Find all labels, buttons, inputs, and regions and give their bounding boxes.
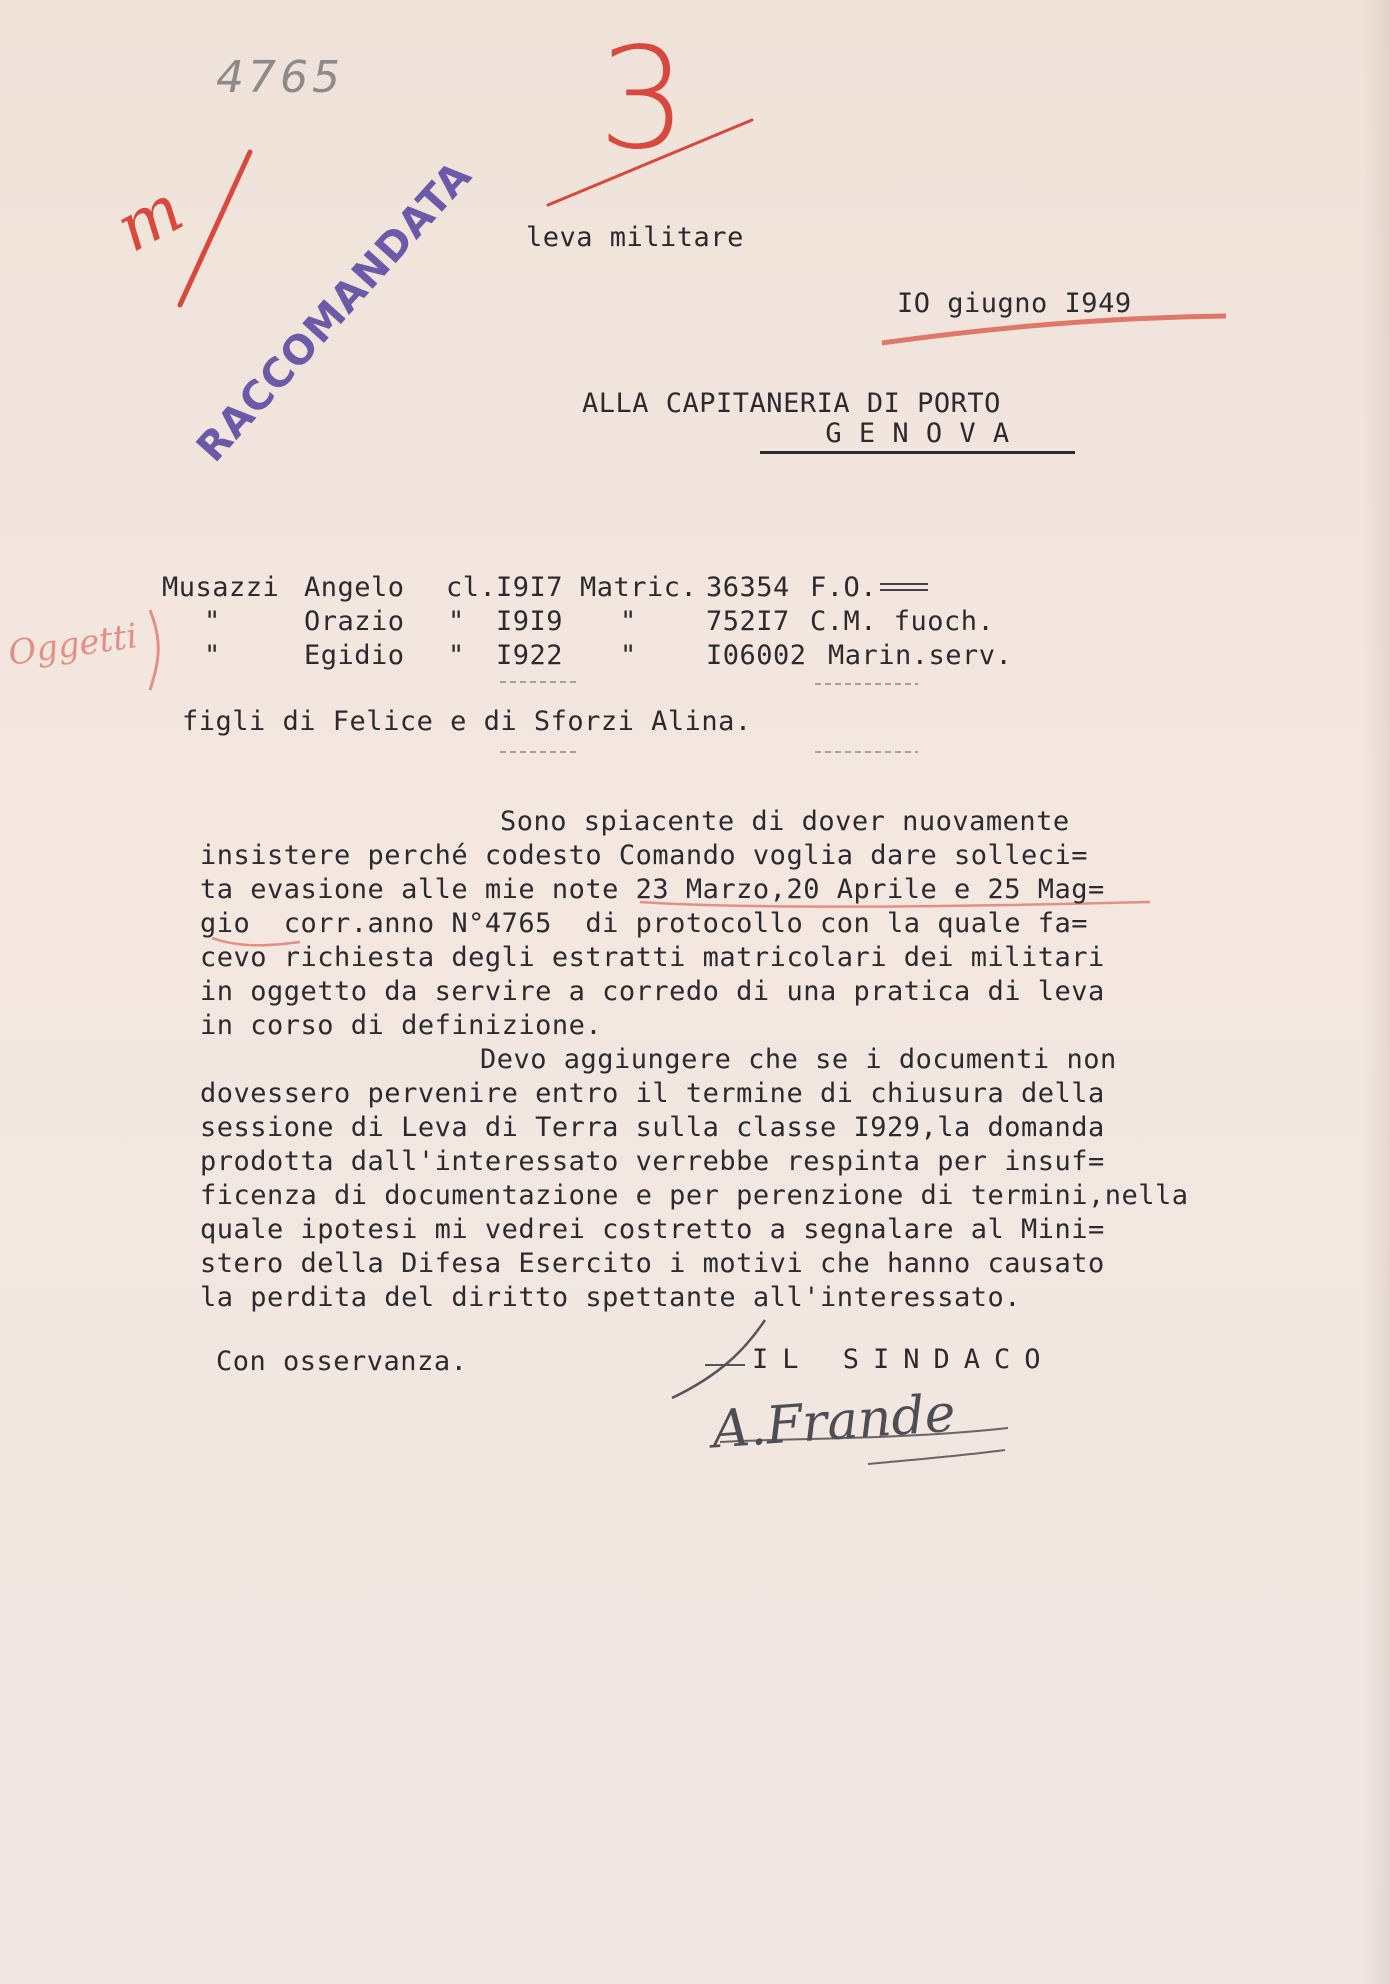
red-date-underline <box>882 316 1226 343</box>
person-class-label: cl. <box>446 572 497 603</box>
pencil-protocol-number: 4765 <box>216 52 344 103</box>
person-matric-label: Matric. <box>580 572 698 603</box>
red-initials: m <box>103 169 196 268</box>
body-line: ficenza di documentazione e per perenzione di termini,nella <box>200 1180 1189 1211</box>
person-name: Orazio <box>304 606 405 637</box>
person-corps: C.M. fuoch. <box>810 606 995 637</box>
person-corps: Marin.serv. <box>828 640 1013 671</box>
person-number: 36354 <box>706 572 790 603</box>
person-name: Angelo <box>304 572 405 603</box>
body-line: la perdita del diritto spettante all'interessato. <box>200 1282 1022 1313</box>
raccomandata-stamp: RACCOMANDATA <box>188 152 482 471</box>
person-surname: Musazzi <box>162 572 280 603</box>
closing-salutation: Con osservanza. <box>216 1346 468 1377</box>
body-line: sessione di Leva di Terra sulla classe I929,la domanda <box>200 1112 1105 1143</box>
body-line: in oggetto da servire a corredo di una pratica di leva <box>200 976 1105 1007</box>
body-line: prodotta dall'interessato verrebbe respinta per insuf= <box>200 1146 1105 1177</box>
person-class-label: " <box>448 640 465 671</box>
handwritten-signature: A.Frande <box>710 1383 958 1461</box>
body-line: in corso di definizione. <box>200 1010 603 1041</box>
person-number: 752I7 <box>706 606 790 637</box>
recipient-city: G E N O V A <box>825 418 1010 449</box>
body-line: Sono spiacente di dover nuovamente <box>500 806 1070 837</box>
person-matric-label: " <box>620 606 637 637</box>
letter-date: IO giugno I949 <box>897 288 1132 319</box>
parents-line: figli di Felice e di Sforzi Alina. <box>182 706 752 737</box>
signature-flourish-4 <box>868 1450 1005 1464</box>
recipient-line-1: ALLA CAPITANERIA DI PORTO <box>582 388 1001 419</box>
recipient-line-2 <box>760 418 1075 454</box>
body-line: gio corr.anno N°4765 di protocollo con la quale fa= <box>200 908 1089 939</box>
person-name: Egidio <box>304 640 405 671</box>
signatory-title: IL SINDACO <box>752 1344 1055 1375</box>
red-margin-note: Oggetti <box>5 616 140 674</box>
person-number: I06002 <box>706 640 807 671</box>
body-line: Devo aggiungere che se i documenti non <box>480 1044 1117 1075</box>
person-class-label: " <box>448 606 465 637</box>
body-line: cevo richiesta degli estratti matricolari dei militari <box>200 942 1105 973</box>
person-corps: F.O. <box>810 572 878 603</box>
person-surname: " <box>204 606 221 637</box>
person-year: I9I7 <box>496 572 564 603</box>
red-margin-bracket <box>150 610 158 690</box>
body-line: insistere perché codesto Comando voglia dare solleci= <box>200 840 1089 871</box>
person-year: I922 <box>496 640 564 671</box>
body-line: dovessero pervenire entro il termine di chiusura della <box>200 1078 1105 1109</box>
person-matric-label: " <box>620 640 637 671</box>
body-line: stero della Difesa Esercito i motivi che hanno causato <box>200 1248 1105 1279</box>
person-surname: " <box>204 640 221 671</box>
person-year: I9I9 <box>496 606 564 637</box>
body-line: ta evasione alle mie note 23 Marzo,20 Aprile e 25 Mag= <box>200 874 1105 905</box>
subject-line: leva militare <box>526 222 744 253</box>
body-line: quale ipotesi mi vedrei costretto a segnalare al Mini= <box>200 1214 1105 1245</box>
red-sequence-number: 3 <box>598 18 688 181</box>
